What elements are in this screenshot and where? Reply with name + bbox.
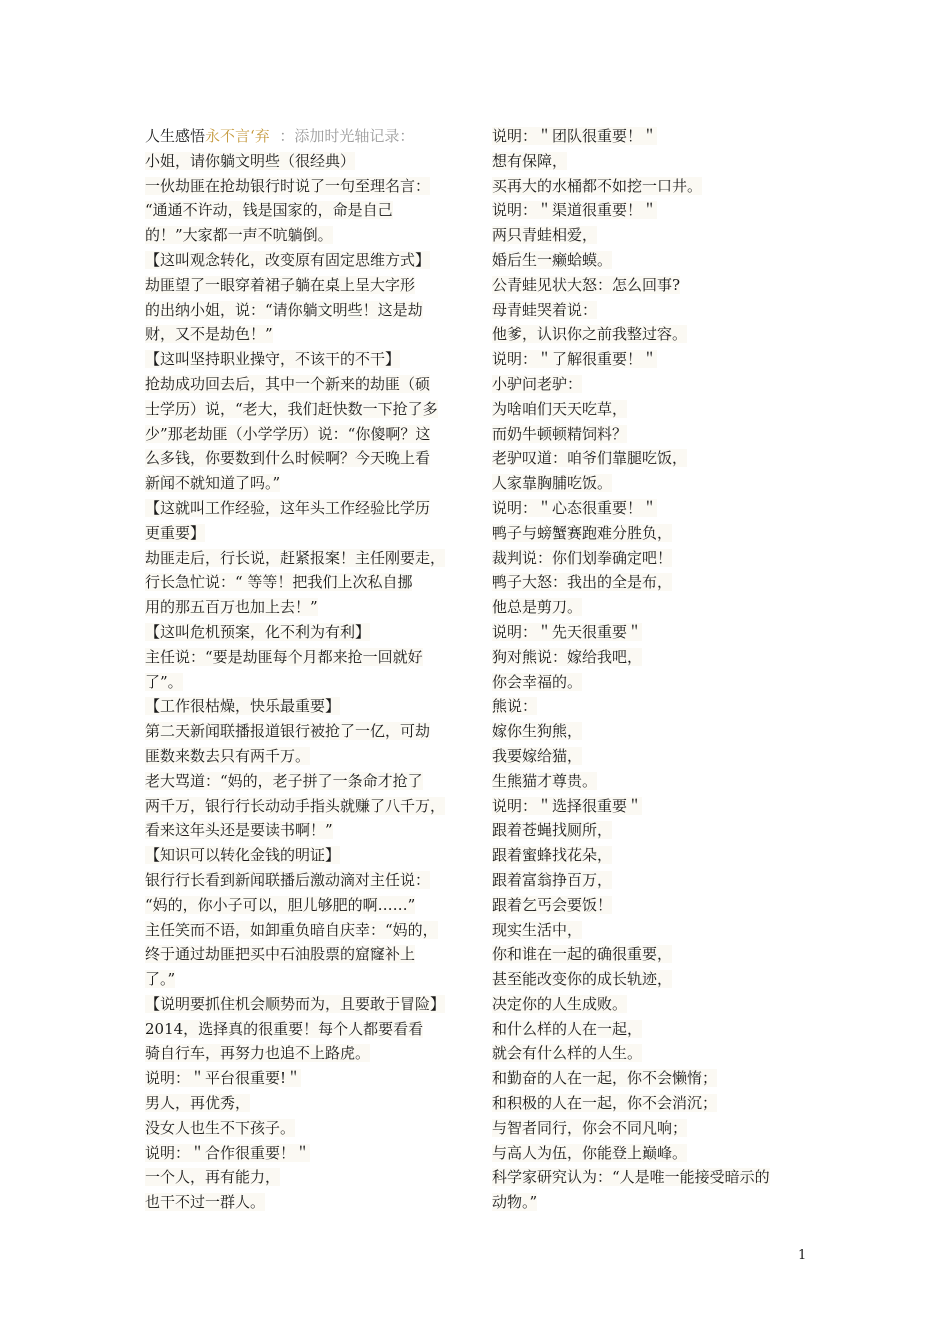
text-line	[145, 322, 467, 347]
text-line-content: 跟着富翁挣百万，	[492, 870, 613, 889]
text-line	[145, 620, 467, 645]
text-line	[145, 298, 467, 323]
text-line	[492, 273, 814, 298]
text-line-content: “妈的，你小子可以，胆儿够肥的啊……”	[145, 895, 416, 914]
text-line	[145, 223, 467, 248]
page-number: 1	[798, 1248, 807, 1263]
text-line-content: 跟着苍蝇找厕所，	[492, 821, 613, 840]
text-line	[492, 1141, 814, 1166]
text-line	[145, 1066, 467, 1091]
text-line-content: 跟着蜜蜂找花朵，	[492, 846, 613, 865]
text-line	[145, 1141, 467, 1166]
text-line-content: 我要嫁给猫，	[492, 746, 583, 765]
text-line-content: 想有保障，	[492, 151, 568, 170]
text-line	[492, 744, 814, 769]
text-line-content: 也干不过一群人。	[145, 1193, 266, 1212]
text-line-content: 【这叫坚持职业操守，不该干的不干】	[145, 350, 401, 369]
text-line-content: 裁判说：你们划拳确定吧！	[492, 548, 673, 567]
title-part-3: ：添加时光轴记录：	[269, 127, 415, 145]
text-line	[492, 471, 814, 496]
text-line	[492, 322, 814, 347]
text-line-content: 银行行长看到新闻联播后激动滴对主任说：	[145, 870, 431, 889]
text-line	[145, 918, 467, 943]
text-line	[145, 496, 467, 521]
text-line-content: 【说明要抓住机会顺势而为，且要敢于冒险】	[145, 994, 446, 1013]
text-line-content: 狗对熊说：嫁给我吧，	[492, 647, 643, 666]
text-line-content: 没女人也生不下孩子。	[145, 1118, 296, 1137]
text-line	[492, 794, 814, 819]
text-line	[145, 1190, 467, 1215]
text-line-content: 2014，选择真的很重要！每个人都要看看	[145, 1019, 424, 1038]
text-line-content: 匪数来数去只有两千万。	[145, 746, 311, 765]
text-line-content: 主任说：“要是劫匪每个月都来抢一回就好	[145, 647, 423, 666]
text-line	[145, 198, 467, 223]
text-line-content: 小驴问老驴：	[492, 374, 583, 393]
text-line-content: 他总是剪刀。	[492, 598, 583, 617]
text-line	[145, 843, 467, 868]
text-line-content: 少”那老劫匪（小学学历）说：“你傻啊？这	[145, 424, 431, 443]
text-line	[145, 719, 467, 744]
text-line-content: 就会有什么样的人生。	[492, 1044, 643, 1063]
text-line-content: 买再大的水桶都不如挖一口井。	[492, 176, 703, 195]
text-line	[145, 248, 467, 273]
text-line	[492, 372, 814, 397]
text-line-content: 么多钱，你要数到什么时候啊？今天晚上看	[145, 449, 431, 468]
text-line-content: 说明：＂平台很重要!＂	[145, 1069, 302, 1088]
text-line	[492, 347, 814, 372]
text-line	[492, 620, 814, 645]
text-line-content: 与智者同行，你会不同凡响；	[492, 1118, 688, 1137]
text-line-content: 终于通过劫匪把买中石油股票的窟窿补上	[145, 945, 416, 964]
text-line-content: 你和谁在一起的确很重要，	[492, 945, 673, 964]
text-line	[145, 744, 467, 769]
left-column	[145, 124, 467, 1215]
text-line-content: 士学历）说，“老大，我们赶快数一下抢了多	[145, 399, 438, 418]
text-line	[145, 868, 467, 893]
text-line-content: 用的那五百万也加上去！”	[145, 598, 318, 617]
text-line-content: 和什么样的人在一起，	[492, 1019, 643, 1038]
text-line	[492, 422, 814, 447]
text-line-content: 更重要】	[145, 523, 206, 542]
text-line-content: 与高人为伍，你能登上巅峰。	[492, 1143, 688, 1162]
text-line	[492, 868, 814, 893]
text-line	[145, 794, 467, 819]
text-line	[492, 174, 814, 199]
text-line	[145, 1091, 467, 1116]
text-line-content: 你会幸福的。	[492, 672, 583, 691]
text-line-content: 看来这年头还是要读书啊！”	[145, 821, 333, 840]
text-line-content: 说明：＂团队很重要！＂	[492, 127, 658, 145]
text-line-content: 说明：＂合作很重要！＂	[145, 1143, 311, 1162]
text-line-content: 的出纳小姐，说：“请你躺文明些！这是劫	[145, 300, 423, 319]
text-line	[145, 570, 467, 595]
text-line-content: 【这叫观念转化，改变原有固定思维方式】	[145, 250, 431, 269]
text-line	[492, 1017, 814, 1042]
text-line-content: 生熊猫才尊贵。	[492, 771, 598, 790]
text-line	[492, 967, 814, 992]
text-line	[145, 521, 467, 546]
left-text-lines	[145, 149, 467, 1215]
text-line-content: 说明：＂心态很重要！＂	[492, 498, 658, 517]
text-line-content: 新闻不就知道了吗。”	[145, 474, 281, 493]
document-title	[145, 124, 467, 149]
text-line	[492, 1116, 814, 1141]
text-line-content: 和勤奋的人在一起，你不会懒惰；	[492, 1069, 718, 1088]
text-line-content: 劫匪望了一眼穿着裙子躺在桌上呈大字形	[145, 275, 416, 294]
right-text-lines	[492, 124, 814, 1215]
text-line-content: 现实生活中，	[492, 920, 583, 939]
text-line-content: “通通不许动，钱是国家的，命是自己	[145, 201, 393, 220]
text-line	[492, 397, 814, 422]
text-line	[145, 471, 467, 496]
text-line	[145, 397, 467, 422]
right-column	[492, 124, 814, 1215]
text-line	[492, 521, 814, 546]
text-line	[492, 446, 814, 471]
text-line-content: 人家靠胸脯吃饭。	[492, 474, 613, 493]
text-line-content: 跟着乞丐会要饭！	[492, 895, 613, 914]
text-line-content: 嫁你生狗熊，	[492, 722, 583, 741]
text-line-content: 骑自行车，再努力也追不上路虎。	[145, 1044, 371, 1063]
text-line-content: 鸭子大怒：我出的全是布，	[492, 573, 673, 592]
text-line-content: 公青蛙见状大怒：怎么回事?	[492, 275, 681, 294]
title-part-1: 人生感悟	[145, 127, 206, 145]
text-line	[492, 918, 814, 943]
text-line-content: 【工作很枯燥，快乐最重要】	[145, 697, 341, 716]
text-line-content: 说明：＂先天很重要＂	[492, 622, 643, 641]
text-line-content: 男人，再优秀，	[145, 1094, 251, 1113]
text-line	[492, 570, 814, 595]
text-line-content: 行长急忙说：“ 等等！把我们上次私自挪	[145, 573, 413, 592]
text-line	[145, 446, 467, 471]
text-line-content: 【这叫危机预案，化不利为有利】	[145, 622, 371, 641]
text-line	[492, 1091, 814, 1116]
text-line	[145, 967, 467, 992]
text-line-content: 说明：＂选择很重要＂	[492, 796, 643, 815]
text-line	[492, 719, 814, 744]
text-line	[492, 843, 814, 868]
text-line	[145, 546, 467, 571]
text-line	[145, 422, 467, 447]
text-line	[492, 198, 814, 223]
text-line	[492, 694, 814, 719]
text-line	[492, 769, 814, 794]
text-line-content: 第二天新闻联播报道银行被抢了一亿，可劫	[145, 722, 431, 741]
text-line-content: 了”。	[145, 672, 183, 691]
text-line-content: 了。”	[145, 970, 176, 989]
text-line	[145, 1041, 467, 1066]
text-line	[145, 893, 467, 918]
text-line	[492, 670, 814, 695]
text-line-content: 说明：＂渠道很重要！＂	[492, 201, 658, 220]
text-line-content: 劫匪走后，行长说，赶紧报案！主任刚要走，	[145, 548, 446, 567]
text-line-content: 和积极的人在一起，你不会消沉；	[492, 1094, 718, 1113]
text-line	[492, 223, 814, 248]
text-line-content: 【这就叫工作经验，这年头工作经验比学历	[145, 498, 431, 517]
text-line-content: 说明：＂了解很重要！＂	[492, 350, 658, 369]
text-line-content: 科学家研究认为：“人是唯一能接受暗示的	[492, 1168, 770, 1187]
text-line	[145, 694, 467, 719]
text-line	[145, 273, 467, 298]
text-line-content: 两千万，银行行长动动手指头就赚了八千万，	[145, 796, 446, 815]
text-line-content: 而奶牛顿顿精饲料？	[492, 424, 628, 443]
text-line	[145, 942, 467, 967]
text-line	[145, 174, 467, 199]
text-line	[145, 818, 467, 843]
text-line-content: 的！”大家都一声不吭躺倒。	[145, 226, 333, 245]
text-line-content: 为啥咱们天天吃草，	[492, 399, 628, 418]
text-line-content: 老大骂道：“妈的，老子拼了一条命才抢了	[145, 771, 423, 790]
text-line	[492, 124, 814, 149]
text-line	[492, 645, 814, 670]
text-line-content: 动物。”	[492, 1193, 538, 1212]
text-line-content: 他爹，认识你之前我整过容。	[492, 325, 688, 344]
text-line	[145, 992, 467, 1017]
title-part-2: 永不言‘弃	[205, 127, 270, 145]
text-line	[492, 992, 814, 1017]
text-line-content: 【知识可以转化金钱的明证】	[145, 846, 341, 865]
text-line	[145, 1017, 467, 1042]
text-line	[492, 818, 814, 843]
text-line	[492, 942, 814, 967]
text-line	[492, 546, 814, 571]
text-line	[145, 645, 467, 670]
text-line-content: 鸭子与螃蟹赛跑难分胜负，	[492, 523, 673, 542]
text-line	[145, 670, 467, 695]
text-line	[492, 1066, 814, 1091]
text-line-content: 母青蛙哭着说：	[492, 300, 598, 319]
text-line	[492, 248, 814, 273]
text-line	[492, 1041, 814, 1066]
text-line	[145, 1116, 467, 1141]
text-line	[145, 769, 467, 794]
text-line	[492, 595, 814, 620]
text-line	[492, 893, 814, 918]
text-line	[492, 298, 814, 323]
text-line-content: 一伙劫匪在抢劫银行时说了一句至理名言：	[145, 176, 431, 195]
text-line-content: 主任笑而不语，如卸重负暗自庆幸：“妈的，	[145, 920, 438, 939]
text-line	[145, 372, 467, 397]
text-line	[492, 149, 814, 174]
text-line	[492, 1190, 814, 1215]
text-line	[145, 347, 467, 372]
text-line	[145, 1165, 467, 1190]
text-line-content: 婚后生一癞蛤蟆。	[492, 250, 613, 269]
text-line	[492, 1165, 814, 1190]
text-line-content: 熊说：	[492, 697, 538, 716]
text-line	[145, 595, 467, 620]
text-line-content: 一个人，再有能力，	[145, 1168, 281, 1187]
text-line-content: 甚至能改变你的成长轨迹，	[492, 970, 673, 989]
text-line-content: 抢劫成功回去后，其中一个新来的劫匪（硕	[145, 374, 431, 393]
text-line-content: 决定你的人生成败。	[492, 994, 628, 1013]
text-line-content: 两只青蛙相爱，	[492, 226, 598, 245]
text-line	[145, 149, 467, 174]
text-line-content: 老驴叹道：咱爷们靠腿吃饭，	[492, 449, 688, 468]
text-line	[492, 496, 814, 521]
text-line-content: 小姐，请你躺文明些（很经典）	[145, 151, 356, 170]
text-line-content: 财，又不是劫色！”	[145, 325, 273, 344]
